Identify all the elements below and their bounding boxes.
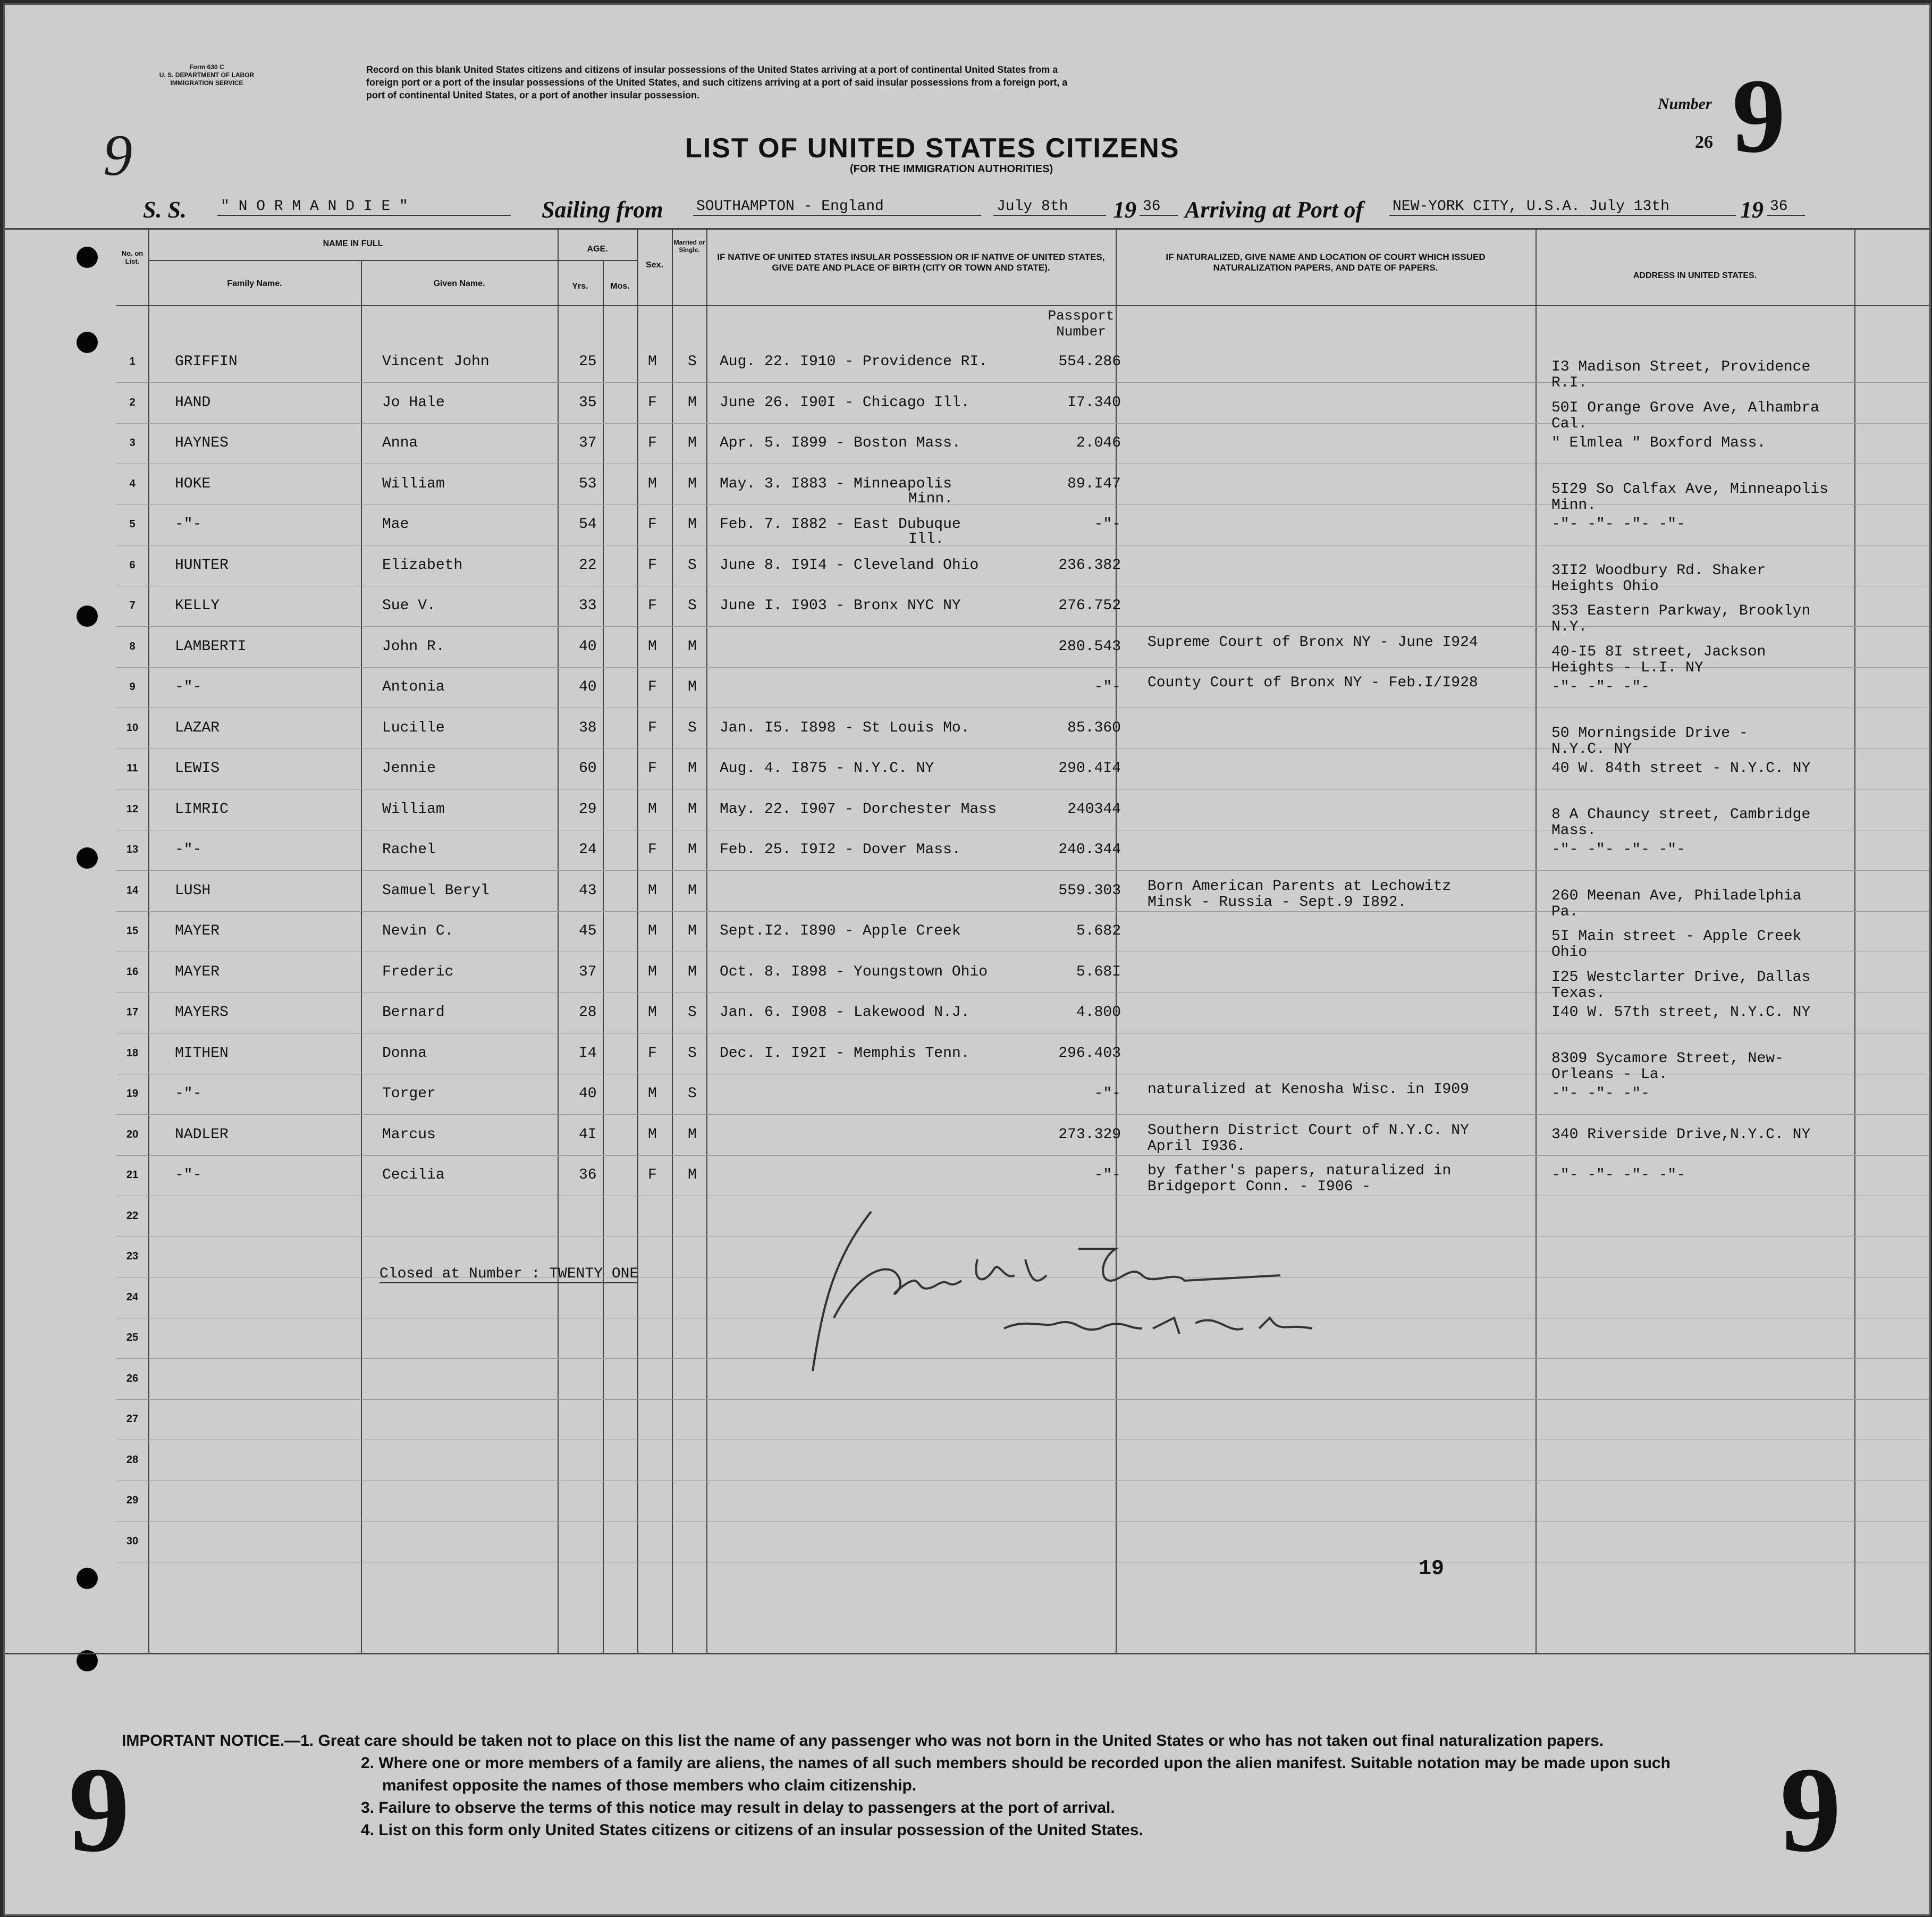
given-name: Torger: [382, 1086, 436, 1102]
punch-hole: [77, 247, 98, 268]
address: 8309 Sycamore Street, New-: [1551, 1050, 1784, 1067]
age-years: 40: [579, 1086, 597, 1102]
arrival-year-suffix: 36: [1767, 198, 1805, 216]
closed-at-text: Closed at Number : TWENTY ONE: [379, 1266, 639, 1282]
row-number: 26: [126, 1372, 139, 1384]
voyage-line: [5, 192, 1929, 229]
address: 8 A Chauncy street, Cambridge: [1551, 806, 1811, 823]
birth-date-place: Oct. 8. I898 - Youngstown Ohio: [720, 963, 988, 980]
col-age-header: AGE.: [587, 245, 608, 254]
corner-number-left: 9: [69, 1742, 130, 1877]
passport-number: 280.543: [1058, 638, 1121, 655]
naturalization: Supreme Court of Bronx NY - June I924: [1148, 634, 1478, 651]
row-number: 3: [129, 437, 136, 449]
family-name: HOKE: [175, 475, 211, 492]
row-number: 2: [129, 396, 136, 408]
family-name: MAYERS: [175, 1004, 229, 1021]
col-divider: [558, 228, 559, 1653]
row-rule: [116, 382, 1929, 383]
punch-hole: [77, 1568, 98, 1589]
row-number: 14: [126, 884, 139, 896]
marital-status: S: [688, 719, 697, 736]
col-name-header: NAME IN FULL: [323, 239, 383, 248]
address-cont: Texas.: [1551, 985, 1605, 1002]
sex: F: [648, 516, 657, 533]
notice-item-4: 4. List on this form only United States citizens or citizens of an insular possession of the United States.: [361, 1821, 1143, 1839]
row-rule: [116, 1155, 1929, 1156]
age-years: 40: [579, 638, 597, 655]
instruction-line: foreign port or a port of the insular possessions of the United States, and such citizens arriving at a port of said insular possessions from a foreign port, a: [366, 77, 1068, 88]
row-number: 17: [126, 1006, 139, 1018]
sex: M: [648, 1126, 657, 1143]
col-divider: [1854, 228, 1855, 1653]
address: I40 W. 57th street, N.Y.C. NY: [1551, 1004, 1811, 1021]
naturalization: Southern District Court of N.Y.C. NY: [1148, 1122, 1469, 1139]
notice-item-3: 3. Failure to observe the terms of this notice may result in delay to passengers at the port of arrival.: [361, 1799, 1115, 1817]
marital-status: M: [688, 923, 697, 939]
row-number: 13: [126, 844, 139, 855]
given-name: Marcus: [382, 1126, 436, 1143]
age-years: 37: [579, 963, 597, 980]
row-number: 29: [126, 1494, 139, 1506]
row-number: 25: [126, 1332, 139, 1343]
passport-number: -"-: [1094, 1167, 1121, 1183]
birth-date-place: May. 3. I883 - Minneapolis: [720, 475, 952, 492]
passport-number: 559.303: [1058, 882, 1121, 899]
birth-date-place: Jan. I5. I898 - St Louis Mo.: [720, 719, 970, 736]
address: I25 Westclarter Drive, Dallas: [1551, 969, 1811, 986]
passport-number: 4.800: [1076, 1004, 1121, 1021]
age-years: 37: [579, 435, 597, 451]
age-years: 24: [579, 842, 597, 858]
address-cont: Mass.: [1551, 822, 1597, 839]
col-divider: [637, 228, 638, 1653]
instruction-line: port of continental United States, or a port of another insular possession.: [366, 90, 700, 100]
row-number: 16: [126, 965, 139, 978]
col-married-header: Married or Single.: [673, 239, 705, 254]
form-number: Form 630 C: [189, 63, 224, 71]
address: 5I Main street - Apple Creek: [1551, 928, 1802, 945]
ss-label: S. S.: [143, 197, 187, 223]
col-no-header: No. on List.: [121, 249, 144, 265]
passport-number: 240.344: [1058, 842, 1121, 858]
col-divider: [672, 228, 673, 1653]
row-rule: [116, 626, 1929, 627]
birth-date-place-cont: Minn.: [908, 490, 954, 507]
row-rule: [116, 911, 1929, 912]
given-name: Cecilia: [382, 1167, 445, 1183]
marital-status: M: [688, 1126, 697, 1143]
row-number: 28: [126, 1453, 139, 1466]
address: -"- -"- -"- -"-: [1551, 516, 1686, 533]
row-number: 24: [126, 1291, 139, 1303]
family-name: NADLER: [175, 1126, 229, 1143]
naturalization-cont: Minsk - Russia - Sept.9 I892.: [1148, 894, 1407, 911]
officer-signature: [802, 1196, 1466, 1376]
family-name: KELLY: [175, 598, 220, 614]
marital-status: S: [688, 1045, 697, 1062]
row-number: 18: [126, 1047, 139, 1059]
marital-status: M: [688, 842, 697, 858]
passport-number: -"-: [1094, 679, 1121, 695]
marital-status: M: [688, 516, 697, 533]
arrival-year-prefix: 19: [1740, 197, 1764, 223]
year-suffix: 36: [1140, 198, 1178, 216]
passport-number: -"-: [1094, 1086, 1121, 1102]
address-cont: Pa.: [1551, 903, 1579, 920]
arrival-port-date: NEW-YORK CITY, U.S.A. July 13th: [1389, 198, 1736, 216]
sex: F: [648, 842, 657, 858]
punch-hole: [77, 606, 98, 627]
family-name: -"-: [175, 516, 202, 533]
sailing-label: Sailing from: [542, 197, 663, 223]
passport-number: 296.403: [1058, 1045, 1121, 1062]
col-birth-header: IF NATIVE OF UNITED STATES INSULAR POSSESSION OR IF NATIVE OF UNITED STATES, GIVE DATE AND PLACE OF BIRTH (CITY OR TOWN AND STATE).: [717, 252, 1105, 273]
given-name: William: [382, 801, 445, 818]
given-name: Vincent John: [382, 354, 490, 370]
age-years: 35: [579, 394, 597, 411]
col-naturalized-header: IF NATURALIZED, GIVE NAME AND LOCATION OF COURT WHICH ISSUED NATURALIZATION PAPERS, AND DATE OF PAPERS.: [1166, 252, 1486, 273]
family-name: HAND: [175, 394, 211, 411]
department: U. S. DEPARTMENT OF LABOR: [159, 71, 255, 79]
passport-number: 89.I47: [1067, 475, 1121, 492]
given-name: Nevin C.: [382, 923, 454, 939]
address: " Elmlea " Boxford Mass.: [1551, 435, 1766, 451]
row-rule: [116, 423, 1929, 424]
col-divider: [148, 228, 149, 1653]
row-number: 1: [129, 356, 136, 367]
family-name: LUSH: [175, 882, 211, 899]
family-name: MAYER: [175, 923, 220, 939]
address: -"- -"- -"- -"-: [1551, 1167, 1686, 1183]
arriving-label: Arriving at Port of: [1185, 197, 1364, 223]
sex: M: [648, 638, 657, 655]
address: 260 Meenan Ave, Philadelphia: [1551, 887, 1802, 904]
birth-date-place: May. 22. I907 - Dorchester Mass: [720, 801, 997, 818]
family-name: LEWIS: [175, 760, 220, 777]
age-years: 36: [579, 1167, 597, 1183]
name-subheader-line: [148, 260, 558, 261]
sex: F: [648, 679, 657, 695]
naturalization: County Court of Bronx NY - Feb.I/I928: [1148, 675, 1478, 691]
row-rule: [116, 1399, 1929, 1400]
birth-date-place: Feb. 7. I882 - East Dubuque: [720, 516, 961, 533]
marital-status: M: [688, 760, 697, 777]
given-name: Jennie: [382, 760, 436, 777]
passport-number: I7.340: [1067, 394, 1121, 411]
address-cont: R.I.: [1551, 375, 1588, 391]
sex: F: [648, 1045, 657, 1062]
row-number: 30: [126, 1535, 139, 1547]
birth-date-place: Aug. 4. I875 - N.Y.C. NY: [720, 760, 934, 777]
address-cont: Cal.: [1551, 415, 1588, 432]
departure-date: July 8th: [993, 198, 1106, 216]
marital-status: M: [688, 801, 697, 818]
col-divider: [603, 260, 604, 1653]
marital-status: S: [688, 1086, 697, 1102]
naturalization-cont: Bridgeport Conn. - I906 -: [1148, 1179, 1371, 1195]
marital-status: M: [688, 963, 697, 980]
birth-date-place: Sept.I2. I890 - Apple Creek: [720, 923, 961, 939]
page-subtitle: (FOR THE IMMIGRATION AUTHORITIES): [850, 163, 1053, 175]
sex: M: [648, 882, 657, 899]
family-name: HAYNES: [175, 435, 229, 451]
punch-hole: [77, 847, 98, 869]
number-label: Number: [1658, 95, 1712, 113]
given-name: Samuel Beryl: [382, 882, 490, 899]
table-top-border: [5, 228, 1929, 230]
given-name: Frederic: [382, 963, 454, 980]
address: 40-I5 8I street, Jackson: [1551, 643, 1766, 660]
row-number: 8: [129, 640, 136, 652]
sex: F: [648, 557, 657, 574]
given-name: William: [382, 475, 445, 492]
given-name: Mae: [382, 516, 409, 533]
row-number: 11: [126, 762, 138, 774]
service: IMMIGRATION SERVICE: [170, 79, 243, 87]
marital-status: S: [688, 1004, 697, 1021]
passport-number: 2.046: [1076, 435, 1121, 451]
age-years: 45: [579, 923, 597, 939]
important-notice: [122, 1730, 1876, 1842]
row-number: 6: [129, 559, 136, 571]
passport-number: -"-: [1094, 516, 1121, 533]
col-divider: [1536, 228, 1537, 1653]
list-number: 9: [1732, 57, 1785, 175]
age-years: 28: [579, 1004, 597, 1021]
passport-number: 276.752: [1058, 598, 1121, 614]
age-years: 25: [579, 354, 597, 370]
row-number: 9: [129, 681, 136, 693]
address: 353 Eastern Parkway, Brooklyn: [1551, 603, 1811, 619]
sex: F: [648, 394, 657, 411]
passport-number: 290.4I4: [1058, 760, 1121, 777]
age-years: 43: [579, 882, 597, 899]
given-name: Lucille: [382, 719, 445, 736]
passport-number: 236.382: [1058, 557, 1121, 574]
col-divider: [361, 260, 362, 1653]
address-cont: Minn.: [1551, 497, 1597, 514]
marital-status: M: [688, 679, 697, 695]
given-name: Rachel: [382, 842, 436, 858]
header-instructions: [366, 63, 1589, 102]
row-number: 7: [129, 600, 136, 611]
form-identifier: [100, 63, 313, 87]
address-cont: N.Y.: [1551, 619, 1588, 635]
birth-date-place-cont: Ill.: [908, 531, 944, 548]
row-number: 10: [126, 721, 139, 734]
sex: M: [648, 923, 657, 939]
given-name: Bernard: [382, 1004, 445, 1021]
col-address-header: ADDRESS IN UNITED STATES.: [1633, 271, 1757, 280]
handwritten-page-number: 9: [103, 123, 132, 188]
marital-status: M: [688, 638, 697, 655]
birth-date-place: Aug. 22. I910 - Providence RI.: [720, 354, 988, 370]
address: 5I29 So Calfax Ave, Minneapolis: [1551, 481, 1828, 498]
marital-status: S: [688, 598, 697, 614]
row-number: 12: [126, 803, 139, 815]
address-cont: Ohio: [1551, 944, 1588, 961]
sex: F: [648, 435, 657, 451]
marital-status: S: [688, 354, 697, 370]
notice-item-1: —1. Great care should be taken not to place on this list the name of any passenger who was not born in the United States or who has not taken out final naturalization papers.: [284, 1732, 1604, 1750]
address-cont: Heights Ohio: [1551, 578, 1659, 595]
sex: M: [648, 1004, 657, 1021]
instruction-line: Record on this blank United States citizens and citizens of insular possessions of the United States arriving at a port of continental United States from a: [366, 64, 1058, 75]
marital-status: M: [688, 1167, 697, 1183]
birth-date-place: Feb. 25. I9I2 - Dover Mass.: [720, 842, 961, 858]
sex: F: [648, 1167, 657, 1183]
age-subheader-line: [558, 260, 637, 261]
given-name: Anna: [382, 435, 418, 451]
birth-date-place: June I. I903 - Bronx NYC NY: [720, 598, 961, 614]
sex: F: [648, 719, 657, 736]
sex: M: [648, 801, 657, 818]
page-number: 19: [1419, 1557, 1445, 1581]
family-name: -"-: [175, 842, 202, 858]
birth-date-place: Dec. I. I92I - Memphis Tenn.: [720, 1045, 970, 1062]
age-years: 33: [579, 598, 597, 614]
notice-heading: IMPORTANT NOTICE.: [122, 1732, 285, 1750]
age-years: 22: [579, 557, 597, 574]
col-given-header: Given Name.: [433, 279, 485, 288]
naturalization-cont: April I936.: [1148, 1138, 1246, 1155]
age-years: 60: [579, 760, 597, 777]
family-name: -"-: [175, 1086, 202, 1102]
passport-number: 273.329: [1058, 1126, 1121, 1143]
family-name: -"-: [175, 1167, 202, 1183]
page-title: LIST OF UNITED STATES CITIZENS: [685, 133, 1180, 164]
ship-name: " N O R M A N D I E ": [217, 198, 511, 216]
year-prefix: 19: [1113, 197, 1136, 223]
col-family-header: Family Name.: [227, 279, 282, 288]
family-name: LIMRIC: [175, 801, 229, 818]
naturalization: Born American Parents at Lechowitz: [1148, 878, 1452, 895]
row-number: 20: [126, 1128, 139, 1140]
marital-status: M: [688, 394, 697, 411]
row-number: 4: [129, 477, 136, 490]
address: 40 W. 84th street - N.Y.C. NY: [1551, 760, 1811, 777]
sex: M: [648, 475, 657, 492]
row-number: 22: [126, 1209, 139, 1222]
departure-port: SOUTHAMPTON - England: [693, 198, 981, 216]
punch-hole: [77, 332, 98, 353]
address-cont: Orleans - La.: [1551, 1066, 1668, 1083]
row-rule: [116, 1114, 1929, 1115]
col-divider: [706, 228, 707, 1653]
family-name: GRIFFIN: [175, 354, 238, 370]
address: I3 Madison Street, Providence: [1551, 359, 1811, 375]
col-sex-header: Sex.: [646, 260, 663, 270]
row-number: 21: [126, 1169, 139, 1181]
address-cont: N.Y.C. NY: [1551, 741, 1632, 758]
sex: M: [648, 1086, 657, 1102]
passport-number: 240344: [1067, 801, 1121, 818]
naturalization: naturalized at Kenosha Wisc. in I909: [1148, 1081, 1469, 1098]
table-bottom-border: [5, 1653, 1929, 1654]
row-number: 23: [126, 1250, 139, 1262]
passport-number: 554.286: [1058, 354, 1121, 370]
given-name: Donna: [382, 1045, 427, 1062]
family-name: MITHEN: [175, 1045, 229, 1062]
given-name: Antonia: [382, 679, 445, 695]
sex: M: [648, 963, 657, 980]
address: -"- -"- -"-: [1551, 1086, 1650, 1102]
birth-date-place: June 26. I90I - Chicago Ill.: [720, 394, 970, 411]
birth-date-place: Jan. 6. I908 - Lakewood N.J.: [720, 1004, 970, 1021]
family-name: LAMBERTI: [175, 638, 247, 655]
address: -"- -"- -"- -"-: [1551, 842, 1686, 858]
marital-status: M: [688, 882, 697, 899]
list-sub-number: 26: [1695, 132, 1713, 152]
address: 50 Morningside Drive -: [1551, 725, 1748, 742]
notice-item-2: 2. Where one or more members of a family are aliens, the names of all such members should be recorded upon the alien manifest. Suitable notation may be made upon such: [361, 1754, 1671, 1772]
col-yrs-header: Yrs.: [572, 282, 588, 291]
age-years: 29: [579, 801, 597, 818]
age-years: 53: [579, 475, 597, 492]
manifest-sheet: [3, 3, 1931, 1916]
sex: M: [648, 354, 657, 370]
marital-status: M: [688, 475, 697, 492]
row-number: 19: [126, 1088, 139, 1099]
row-number: 15: [126, 925, 139, 937]
col-mos-header: Mos.: [610, 282, 630, 291]
notice-item-2-cont: manifest opposite the names of those members who claim citizenship.: [382, 1777, 917, 1794]
row-number: 5: [129, 518, 136, 530]
given-name: Jo Hale: [382, 394, 445, 411]
age-years: 4I: [579, 1126, 597, 1143]
row-rule: [116, 870, 1929, 871]
row-number: 27: [126, 1413, 139, 1425]
age-years: 40: [579, 679, 597, 695]
passport-number: 5.682: [1076, 923, 1121, 939]
given-name: Elizabeth: [382, 557, 463, 574]
age-years: I4: [579, 1045, 597, 1062]
passport-number: 5.68I: [1076, 963, 1121, 980]
given-name: John R.: [382, 638, 445, 655]
age-years: 38: [579, 719, 597, 736]
header-bottom-border: [116, 305, 1929, 306]
family-name: -"-: [175, 679, 202, 695]
birth-date-place: Apr. 5. I899 - Boston Mass.: [720, 435, 961, 451]
birth-date-place: June 8. I9I4 - Cleveland Ohio: [720, 557, 979, 574]
address: 3II2 Woodbury Rd. Shaker: [1551, 562, 1766, 579]
col-passport-header: Passport Number: [1048, 308, 1115, 340]
address: 50I Orange Grove Ave, Alhambra: [1551, 399, 1820, 416]
marital-status: M: [688, 435, 697, 451]
naturalization: by father's papers, naturalized in: [1148, 1163, 1452, 1179]
sex: F: [648, 598, 657, 614]
corner-number-right: 9: [1780, 1742, 1841, 1877]
address: 340 Riverside Drive,N.Y.C. NY: [1551, 1126, 1811, 1143]
address: -"- -"- -"-: [1551, 679, 1650, 695]
given-name: Sue V.: [382, 598, 436, 614]
age-years: 54: [579, 516, 597, 533]
closed-at-note: [379, 1266, 638, 1282]
passport-number: 85.360: [1067, 719, 1121, 736]
family-name: HUNTER: [175, 557, 229, 574]
sex: F: [648, 760, 657, 777]
marital-status: S: [688, 557, 697, 574]
address-cont: Heights - L.I. NY: [1551, 659, 1703, 676]
family-name: MAYER: [175, 963, 220, 980]
family-name: LAZAR: [175, 719, 220, 736]
